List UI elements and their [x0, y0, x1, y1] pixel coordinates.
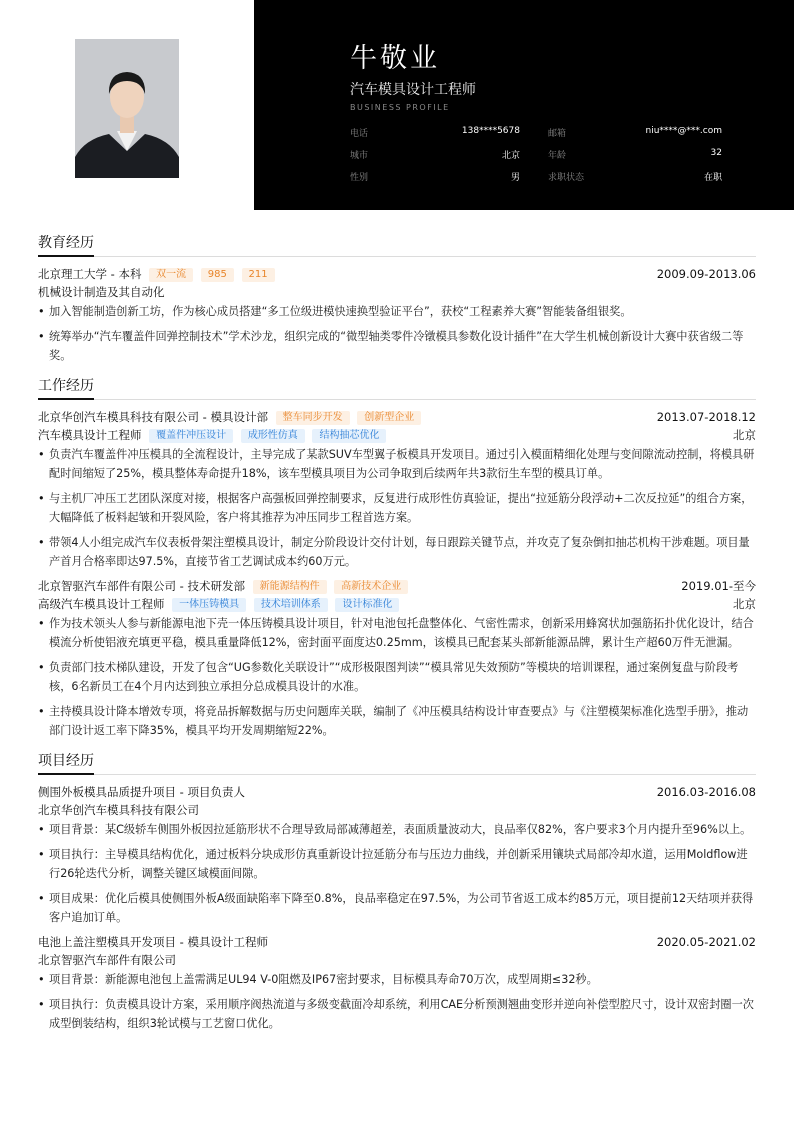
entry-date: 2009.09-2013.06	[656, 267, 756, 281]
education-entry	[38, 265, 756, 365]
city-label: 城市	[350, 151, 369, 161]
list-item: • 负责汽车覆盖件冲压模具的全流程设计，主导完成了某款SUV车型翼子板模具开发项目。通过引入模面精细化处理与变间隙流动控制，将模具研配时间缩短了25%，模具整体寿命提升18%，该车型模具项目为公司争取到后续两年共3款衍生车型的模具订单。	[38, 445, 756, 483]
profile-label: BUSINESS PROFILE	[350, 103, 450, 112]
section-title: 工作经历	[38, 378, 94, 394]
bullet-list	[38, 302, 756, 365]
job-city: 北京	[733, 428, 756, 442]
position-line	[38, 595, 756, 613]
phone-label: 电话	[350, 129, 369, 139]
list-item: • 加入智能制造创新工坊，作为核心成员搭建“多工位级进模快速换型验证平台”，获校“工程素养大赛”智能装备组银奖。	[38, 302, 756, 321]
position-line	[38, 426, 756, 444]
gender-label: 性别	[350, 173, 369, 183]
school-name: 北京理工大学 - 本科	[38, 267, 142, 281]
list-item: • 作为技术领头人参与新能源电池下壳一体压铸模具设计项目，针对电池包托盘整体化、气密性需求，创新采用蜂窝状加强筋拓扑优化设计，结合模流分析使铝液充填更平稳，模具重量降低12%，密封面平面度达0.25mm，该模具已配套某头部新能源品牌，累计生产超60万件无泄漏。	[38, 614, 756, 652]
skill-tag: 结构抽芯优化	[312, 429, 386, 443]
entry-heading	[38, 783, 756, 801]
section-title: 项目经历	[38, 753, 94, 769]
resume-content	[38, 232, 756, 1039]
list-item: • 负责部门技术梯队建设，开发了包含“UG参数化关联设计”“成形极限图判读”“模具常见失效预防”等模块的培训课程，通过案例复盘与阶段考核，6名新员工在4个月内达到独立承担分总成模具设计的水准。	[38, 658, 756, 696]
person-portrait-icon	[75, 39, 179, 178]
company-tag: 创新型企业	[357, 411, 421, 425]
city-value: 北京	[501, 151, 520, 161]
bullet-list	[38, 820, 756, 927]
list-item: • 项目执行：主导模具结构优化，通过板料分块成形仿真重新设计拉延筋分布与压边力曲线，并创新采用镶块式局部冷却水道，运用Moldflow进行26轮迭代分析，调整关键区域模面间隙。	[38, 845, 756, 883]
company-tag: 高新技术企业	[334, 580, 408, 594]
major: 机械设计制造及其自动化	[38, 285, 165, 299]
skill-tag: 技术培训体系	[254, 598, 328, 612]
job-status-value: 在职	[703, 173, 722, 183]
section-title: 教育经历	[38, 235, 94, 251]
job-status-label: 求职状态	[548, 173, 585, 183]
list-item: • 主持模具设计降本增效专项，将竞品拆解数据与历史问题库关联，编制了《冲压模具结构设计审查要点》与《注塑模架标准化选型手册》，推动部门设计返工率下降35%，模具平均开发周期缩短22%。	[38, 702, 756, 740]
entry-date: 2020.05-2021.02	[656, 935, 756, 949]
list-item: • 与主机厂冲压工艺团队深度对接，根据客户高强板回弹控制要求，反复进行成形性仿真验证，提出“拉延筋分段浮动+二次反拉延”的组合方案，大幅降低了板料起皱和开裂风险，客户将其推荐为冲压同步工程首选方案。	[38, 489, 756, 527]
work-entry	[38, 577, 756, 740]
header-banner	[254, 0, 794, 210]
email-label: 邮箱	[548, 129, 567, 139]
gender-value: 男	[510, 173, 520, 183]
entry-heading	[38, 933, 756, 951]
section-underline	[38, 255, 94, 257]
section-underline	[38, 773, 94, 775]
info-row	[350, 126, 722, 148]
company-name: 北京智驱汽车部件有限公司 - 技术研发部	[38, 579, 245, 593]
list-item: • 统筹举办“汽车覆盖件回弹控制技术”学术沙龙，组织完成的“微型轴类零件冷镦模具参数化设计插件”在大学生机械创新设计大赛中获省级二等奖。	[38, 327, 756, 365]
profile-photo	[75, 39, 179, 178]
section-underline	[38, 398, 94, 400]
section-header-projects	[38, 750, 756, 775]
skill-tag: 成形性仿真	[241, 429, 305, 443]
entry-date: 2013.07-2018.12	[656, 410, 756, 424]
entry-heading	[38, 265, 756, 283]
position-title: 汽车模具设计工程师	[38, 428, 142, 442]
list-item: • 项目成果：优化后模具使侧围外板A级面缺陷率下降至0.8%，良品率稳定在97.5%，为公司节省返工成本约85万元，项目提前12天结项并获得客户追加订单。	[38, 889, 756, 927]
project-entry	[38, 933, 756, 1033]
section-header-work	[38, 375, 756, 400]
entry-heading	[38, 408, 756, 426]
phone-value: 138****5678	[461, 126, 520, 136]
project-name: 侧围外板模具品质提升项目 - 项目负责人	[38, 785, 245, 799]
entry-date: 2016.03-2016.08	[656, 785, 756, 799]
position-title: 高级汽车模具设计工程师	[38, 597, 165, 611]
company-tag: 整车同步开发	[276, 411, 350, 425]
list-item: • 项目背景：新能源电池包上盖需满足UL94 V-0阻燃及IP67密封要求，目标模具寿命70万次，成型周期≤32秒。	[38, 970, 756, 989]
school-tag: 双一流	[149, 268, 193, 282]
company-tag: 新能源结构件	[253, 580, 327, 594]
project-company: 北京智驱汽车部件有限公司	[38, 953, 176, 967]
project-name: 电池上盖注塑模具开发项目 - 模具设计工程师	[38, 935, 268, 949]
project-company: 北京华创汽车模具科技有限公司	[38, 803, 199, 817]
list-item: • 项目背景：某C级轿车侧围外板因拉延筋形状不合理导致局部减薄超差，表面质量波动大，良品率仅82%，客户要求3个月内提升至96%以上。	[38, 820, 756, 839]
age-value: 32	[710, 148, 722, 158]
bullet-list	[38, 445, 756, 571]
skill-tag: 覆盖件冲压设计	[149, 429, 233, 443]
bullet-list	[38, 970, 756, 1033]
skill-tag: 一体压铸模具	[172, 598, 246, 612]
entry-heading	[38, 577, 756, 595]
info-row	[350, 148, 722, 170]
work-entry	[38, 408, 756, 571]
email-value: niu****@***.com	[645, 126, 722, 136]
info-row	[350, 170, 722, 192]
company-name: 北京华创汽车模具科技有限公司 - 模具设计部	[38, 410, 268, 424]
job-city: 北京	[733, 597, 756, 611]
school-tag: 985	[201, 268, 234, 282]
project-entry	[38, 783, 756, 927]
school-tag: 211	[242, 268, 275, 282]
candidate-name: 牛敬业	[350, 43, 440, 74]
age-label: 年龄	[548, 151, 567, 161]
candidate-role: 汽车模具设计工程师	[350, 82, 476, 98]
skill-tag: 设计标准化	[335, 598, 399, 612]
bullet-list	[38, 614, 756, 740]
entry-date: 2019.01-至今	[681, 579, 756, 593]
list-item: • 带领4人小组完成汽车仪表板骨架注塑模具设计，制定分阶段设计交付计划，每日跟踪关键节点，并攻克了复杂倒扣抽芯机构干涉难题。项目量产首月合格率即达97.5%，直接节省工艺调试成本约60万元。	[38, 533, 756, 571]
list-item: • 项目执行：负责模具设计方案，采用顺序阀热流道与多级变截面冷却系统，利用CAE分析预测翘曲变形并逆向补偿型腔尺寸，设计双密封圈一次成型倒装结构，组织3轮试模与工艺窗口优化。	[38, 995, 756, 1033]
contact-info	[350, 126, 722, 192]
section-header-education	[38, 232, 756, 257]
